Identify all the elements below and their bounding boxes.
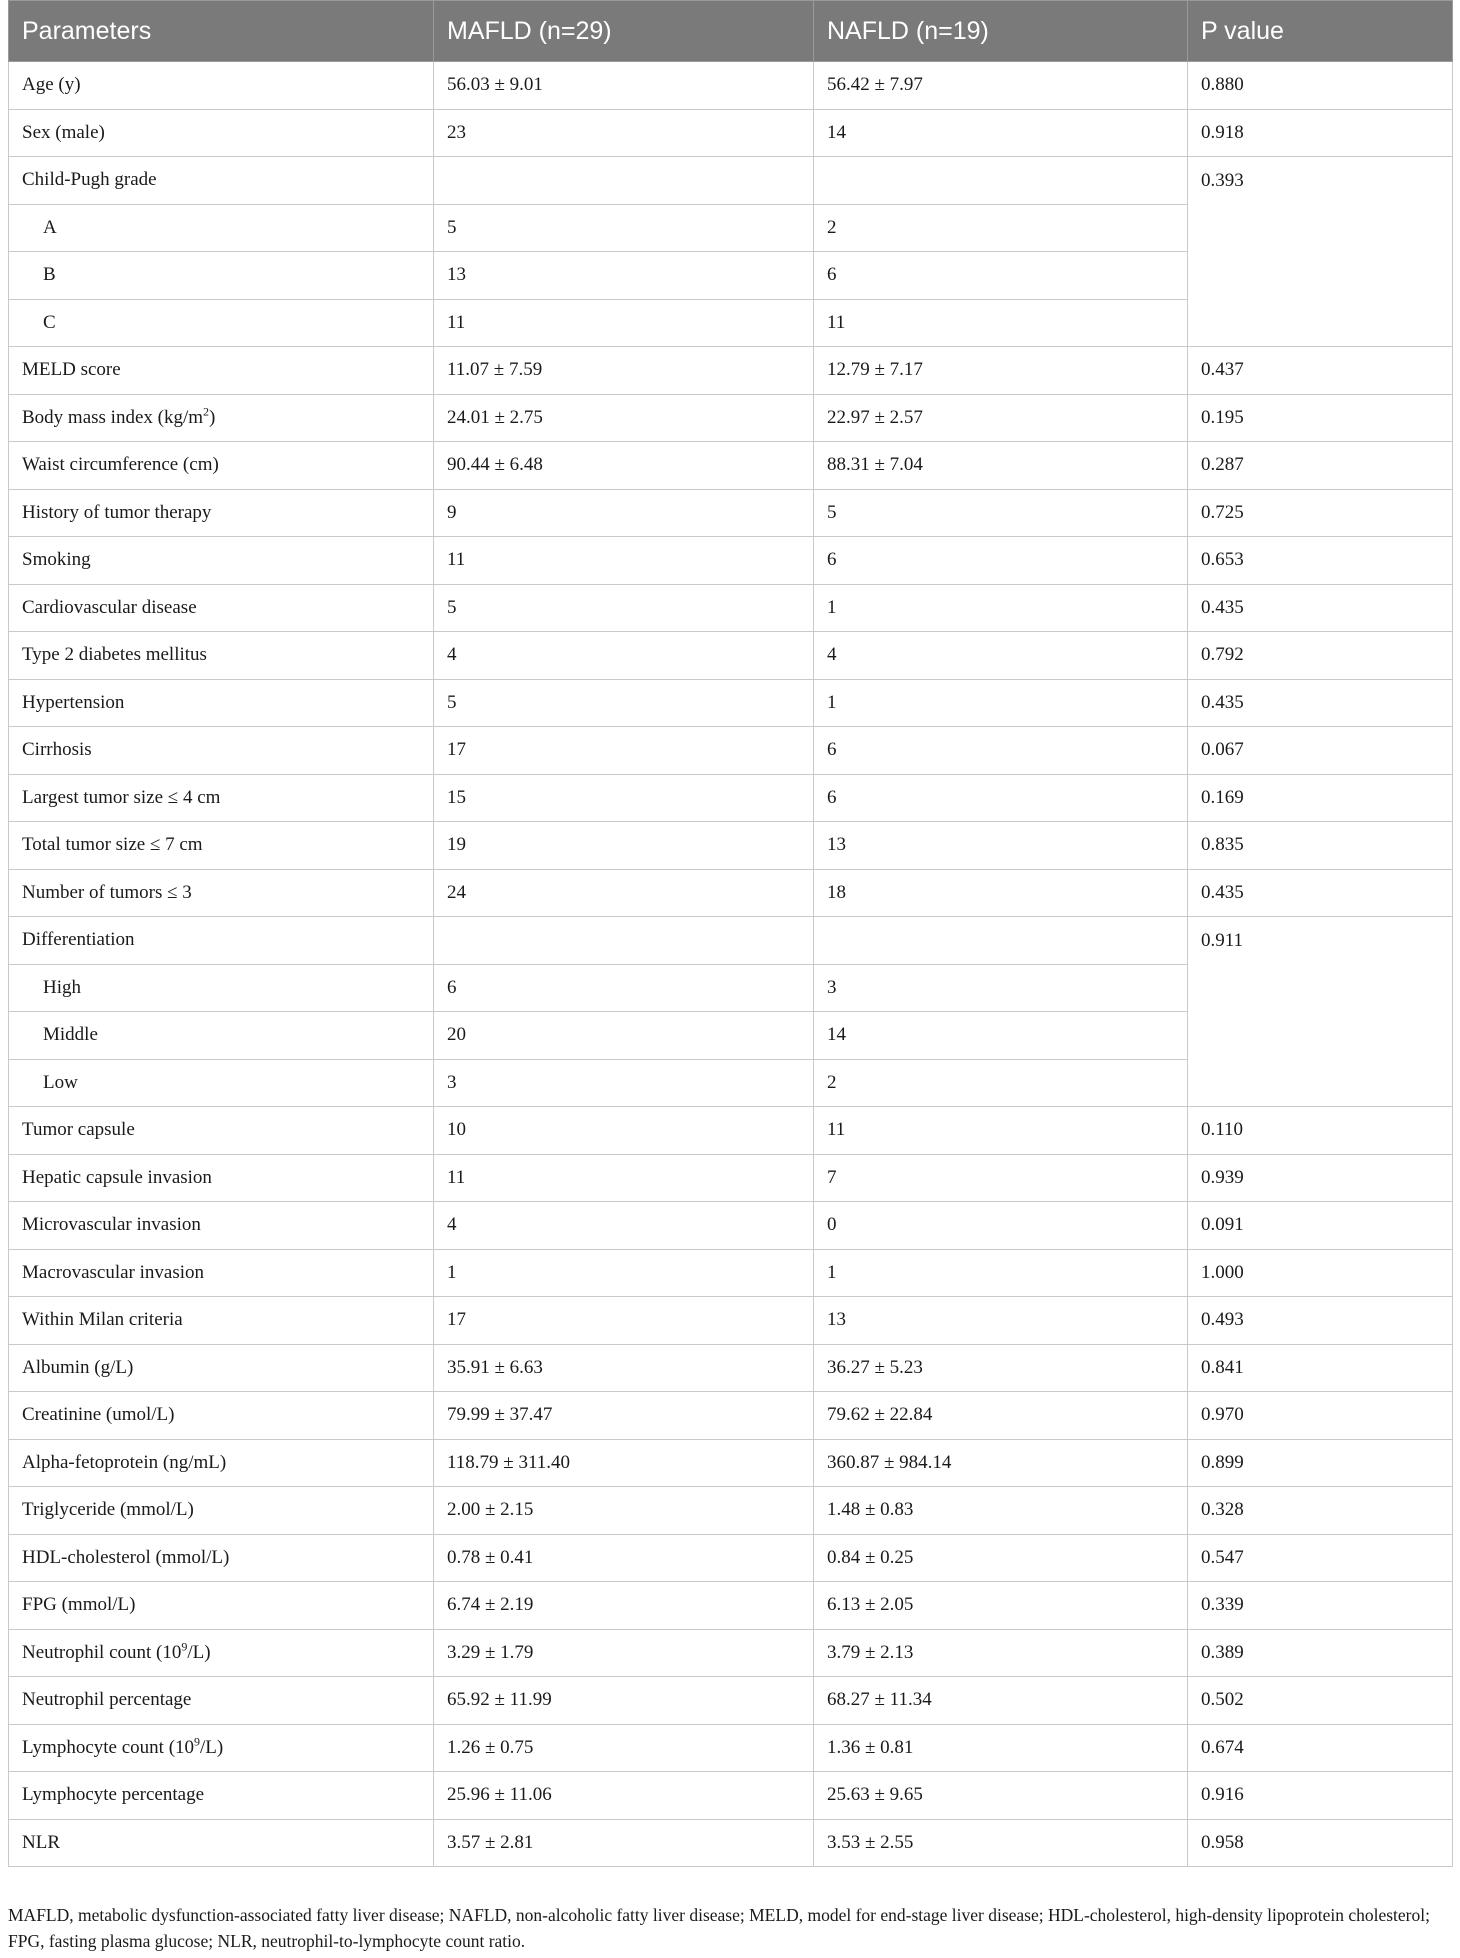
row-label bbox=[9, 1724, 434, 1772]
mafld-value: 35.91 ± 6.63 bbox=[434, 1344, 814, 1392]
nafld-value: 2 bbox=[814, 204, 1188, 252]
table-row bbox=[9, 1297, 1453, 1345]
mafld-value: 13 bbox=[434, 252, 814, 300]
mafld-value: 11 bbox=[434, 1154, 814, 1202]
mafld-value: 3 bbox=[434, 1059, 814, 1107]
row-label: A bbox=[9, 204, 434, 252]
nafld-value: 3 bbox=[814, 964, 1188, 1012]
mafld-value: 23 bbox=[434, 109, 814, 157]
nafld-value: 6 bbox=[814, 252, 1188, 300]
table-footnote: MAFLD, metabolic dysfunction-associated fatty liver disease; NAFLD, non-alcoholic fatty liver disease; MELD, model for end-stage liver disease; HDL-cholesterol, high-density lipoprotein cholesterol; FPG, fasting plasma glucose; NLR, neutrophil-to-lymphocyte count ratio. bbox=[8, 1905, 1430, 1951]
p-value: 1.000 bbox=[1188, 1249, 1453, 1297]
row-label: High bbox=[9, 964, 434, 1012]
p-value: 0.841 bbox=[1188, 1344, 1453, 1392]
table-row bbox=[9, 727, 1453, 775]
nafld-value: 6 bbox=[814, 537, 1188, 585]
header-pvalue: P value bbox=[1188, 1, 1453, 62]
nafld-value: 1.36 ± 0.81 bbox=[814, 1724, 1188, 1772]
mafld-value: 15 bbox=[434, 774, 814, 822]
p-value: 0.067 bbox=[1188, 727, 1453, 775]
nafld-value: 12.79 ± 7.17 bbox=[814, 347, 1188, 395]
table-row bbox=[9, 62, 1453, 110]
table-row bbox=[9, 157, 1453, 205]
row-label bbox=[9, 394, 434, 442]
nafld-value: 1 bbox=[814, 584, 1188, 632]
nafld-value: 6 bbox=[814, 727, 1188, 775]
table-row bbox=[9, 1724, 1453, 1772]
header-nafld: NAFLD (n=19) bbox=[814, 1, 1188, 62]
row-label: FPG (mmol/L) bbox=[9, 1582, 434, 1630]
table-container bbox=[8, 0, 1452, 1867]
table-row bbox=[9, 1534, 1453, 1582]
table-row bbox=[9, 1154, 1453, 1202]
mafld-value: 0.78 ± 0.41 bbox=[434, 1534, 814, 1582]
table-row bbox=[9, 1772, 1453, 1820]
nafld-value: 5 bbox=[814, 489, 1188, 537]
p-value: 0.899 bbox=[1188, 1439, 1453, 1487]
table-row bbox=[9, 489, 1453, 537]
table-row bbox=[9, 394, 1453, 442]
nafld-value: 3.53 ± 2.55 bbox=[814, 1819, 1188, 1867]
p-value: 0.970 bbox=[1188, 1392, 1453, 1440]
superscript: 9 bbox=[181, 1639, 188, 1654]
p-value: 0.328 bbox=[1188, 1487, 1453, 1535]
p-value: 0.435 bbox=[1188, 679, 1453, 727]
nafld-value: 360.87 ± 984.14 bbox=[814, 1439, 1188, 1487]
row-label: Alpha-fetoprotein (ng/mL) bbox=[9, 1439, 434, 1487]
p-value: 0.835 bbox=[1188, 822, 1453, 870]
table-row bbox=[9, 1582, 1453, 1630]
nafld-value: 6 bbox=[814, 774, 1188, 822]
row-label: Albumin (g/L) bbox=[9, 1344, 434, 1392]
header-parameters: Parameters bbox=[9, 1, 434, 62]
p-value: 0.435 bbox=[1188, 584, 1453, 632]
mafld-value: 4 bbox=[434, 632, 814, 680]
p-value: 0.880 bbox=[1188, 62, 1453, 110]
nafld-value: 7 bbox=[814, 1154, 1188, 1202]
row-label: Smoking bbox=[9, 537, 434, 585]
table-row bbox=[9, 1677, 1453, 1725]
table-row bbox=[9, 442, 1453, 490]
row-label: Number of tumors ≤ 3 bbox=[9, 869, 434, 917]
mafld-value: 4 bbox=[434, 1202, 814, 1250]
nafld-value: 4 bbox=[814, 632, 1188, 680]
header-mafld: MAFLD (n=29) bbox=[434, 1, 814, 62]
p-value: 0.287 bbox=[1188, 442, 1453, 490]
p-value: 0.502 bbox=[1188, 1677, 1453, 1725]
p-value: 0.911 bbox=[1188, 917, 1453, 1107]
p-value: 0.958 bbox=[1188, 1819, 1453, 1867]
nafld-value: 3.79 ± 2.13 bbox=[814, 1629, 1188, 1677]
row-label bbox=[9, 1629, 434, 1677]
row-label: MELD score bbox=[9, 347, 434, 395]
row-label: Largest tumor size ≤ 4 cm bbox=[9, 774, 434, 822]
row-label: C bbox=[9, 299, 434, 347]
mafld-value: 25.96 ± 11.06 bbox=[434, 1772, 814, 1820]
nafld-value: 2 bbox=[814, 1059, 1188, 1107]
row-label: Triglyceride (mmol/L) bbox=[9, 1487, 434, 1535]
table-row bbox=[9, 109, 1453, 157]
table-header-row bbox=[9, 1, 1453, 62]
row-label: Hepatic capsule invasion bbox=[9, 1154, 434, 1202]
nafld-value: 36.27 ± 5.23 bbox=[814, 1344, 1188, 1392]
mafld-value: 11 bbox=[434, 537, 814, 585]
mafld-value: 3.57 ± 2.81 bbox=[434, 1819, 814, 1867]
nafld-value: 88.31 ± 7.04 bbox=[814, 442, 1188, 490]
superscript: 2 bbox=[203, 404, 210, 419]
row-label: B bbox=[9, 252, 434, 300]
table-row bbox=[9, 869, 1453, 917]
mafld-value: 24.01 ± 2.75 bbox=[434, 394, 814, 442]
mafld-value: 56.03 ± 9.01 bbox=[434, 62, 814, 110]
label-text: Lymphocyte count (10 bbox=[22, 1736, 195, 1758]
table-row bbox=[9, 1107, 1453, 1155]
nafld-value: 22.97 ± 2.57 bbox=[814, 394, 1188, 442]
p-value: 0.916 bbox=[1188, 1772, 1453, 1820]
p-value: 0.110 bbox=[1188, 1107, 1453, 1155]
p-value: 0.437 bbox=[1188, 347, 1453, 395]
row-label: Middle bbox=[9, 1012, 434, 1060]
p-value: 0.547 bbox=[1188, 1534, 1453, 1582]
label-text: Neutrophil count (10 bbox=[22, 1641, 182, 1663]
table-row bbox=[9, 584, 1453, 632]
mafld-value: 11.07 ± 7.59 bbox=[434, 347, 814, 395]
table-row bbox=[9, 1249, 1453, 1297]
row-label: Lymphocyte percentage bbox=[9, 1772, 434, 1820]
row-label: Waist circumference (cm) bbox=[9, 442, 434, 490]
table-row bbox=[9, 1819, 1453, 1867]
p-value: 0.674 bbox=[1188, 1724, 1453, 1772]
mafld-value: 10 bbox=[434, 1107, 814, 1155]
mafld-value: 1 bbox=[434, 1249, 814, 1297]
table-row bbox=[9, 1439, 1453, 1487]
mafld-value: 90.44 ± 6.48 bbox=[434, 442, 814, 490]
p-value: 0.792 bbox=[1188, 632, 1453, 680]
mafld-value: 17 bbox=[434, 1297, 814, 1345]
p-value: 0.725 bbox=[1188, 489, 1453, 537]
nafld-value: 1 bbox=[814, 1249, 1188, 1297]
row-label: Cirrhosis bbox=[9, 727, 434, 775]
nafld-value: 13 bbox=[814, 822, 1188, 870]
p-value: 0.435 bbox=[1188, 869, 1453, 917]
row-label: Differentiation bbox=[9, 917, 434, 965]
table-row bbox=[9, 822, 1453, 870]
mafld-value: 1.26 ± 0.75 bbox=[434, 1724, 814, 1772]
row-label: Tumor capsule bbox=[9, 1107, 434, 1155]
mafld-value: 5 bbox=[434, 584, 814, 632]
p-value: 0.169 bbox=[1188, 774, 1453, 822]
p-value: 0.393 bbox=[1188, 157, 1453, 347]
row-label: Sex (male) bbox=[9, 109, 434, 157]
mafld-value: 24 bbox=[434, 869, 814, 917]
nafld-value: 68.27 ± 11.34 bbox=[814, 1677, 1188, 1725]
nafld-value: 18 bbox=[814, 869, 1188, 917]
nafld-value: 11 bbox=[814, 299, 1188, 347]
table-row bbox=[9, 1202, 1453, 1250]
row-label: Hypertension bbox=[9, 679, 434, 727]
label-text: /L) bbox=[200, 1736, 224, 1758]
nafld-value: 79.62 ± 22.84 bbox=[814, 1392, 1188, 1440]
row-label: Macrovascular invasion bbox=[9, 1249, 434, 1297]
table-row bbox=[9, 917, 1453, 965]
mafld-value: 6.74 ± 2.19 bbox=[434, 1582, 814, 1630]
mafld-value: 2.00 ± 2.15 bbox=[434, 1487, 814, 1535]
mafld-value: 79.99 ± 37.47 bbox=[434, 1392, 814, 1440]
nafld-value: 1.48 ± 0.83 bbox=[814, 1487, 1188, 1535]
row-label: History of tumor therapy bbox=[9, 489, 434, 537]
nafld-value: 6.13 ± 2.05 bbox=[814, 1582, 1188, 1630]
row-label: Neutrophil percentage bbox=[9, 1677, 434, 1725]
table-row bbox=[9, 347, 1453, 395]
table-row bbox=[9, 537, 1453, 585]
p-value: 0.918 bbox=[1188, 109, 1453, 157]
mafld-value: 118.79 ± 311.40 bbox=[434, 1439, 814, 1487]
row-label: Cardiovascular disease bbox=[9, 584, 434, 632]
label-text: Body mass index (kg/m bbox=[22, 406, 204, 428]
p-value: 0.493 bbox=[1188, 1297, 1453, 1345]
row-label: Total tumor size ≤ 7 cm bbox=[9, 822, 434, 870]
label-text: ) bbox=[209, 406, 216, 428]
mafld-value: 19 bbox=[434, 822, 814, 870]
p-value: 0.339 bbox=[1188, 1582, 1453, 1630]
table-row bbox=[9, 632, 1453, 680]
mafld-value: 5 bbox=[434, 204, 814, 252]
mafld-value: 11 bbox=[434, 299, 814, 347]
baseline-characteristics-table bbox=[8, 0, 1453, 1867]
table-row bbox=[9, 1629, 1453, 1677]
nafld-value: 56.42 ± 7.97 bbox=[814, 62, 1188, 110]
nafld-value bbox=[814, 917, 1188, 965]
row-label: Child-Pugh grade bbox=[9, 157, 434, 205]
nafld-value: 0.84 ± 0.25 bbox=[814, 1534, 1188, 1582]
nafld-value: 14 bbox=[814, 1012, 1188, 1060]
row-label: HDL-cholesterol (mmol/L) bbox=[9, 1534, 434, 1582]
nafld-value: 0 bbox=[814, 1202, 1188, 1250]
label-text: /L) bbox=[187, 1641, 211, 1663]
table-row bbox=[9, 1487, 1453, 1535]
p-value: 0.091 bbox=[1188, 1202, 1453, 1250]
table-row bbox=[9, 679, 1453, 727]
mafld-value bbox=[434, 917, 814, 965]
table-row bbox=[9, 1392, 1453, 1440]
row-label: Age (y) bbox=[9, 62, 434, 110]
p-value: 0.389 bbox=[1188, 1629, 1453, 1677]
table-row bbox=[9, 774, 1453, 822]
table-row bbox=[9, 1344, 1453, 1392]
mafld-value: 20 bbox=[434, 1012, 814, 1060]
nafld-value: 13 bbox=[814, 1297, 1188, 1345]
mafld-value: 6 bbox=[434, 964, 814, 1012]
mafld-value: 9 bbox=[434, 489, 814, 537]
nafld-value: 14 bbox=[814, 109, 1188, 157]
row-label: Low bbox=[9, 1059, 434, 1107]
p-value: 0.195 bbox=[1188, 394, 1453, 442]
superscript: 9 bbox=[194, 1734, 201, 1749]
row-label: Microvascular invasion bbox=[9, 1202, 434, 1250]
p-value: 0.653 bbox=[1188, 537, 1453, 585]
mafld-value: 5 bbox=[434, 679, 814, 727]
mafld-value: 17 bbox=[434, 727, 814, 775]
row-label: NLR bbox=[9, 1819, 434, 1867]
nafld-value: 11 bbox=[814, 1107, 1188, 1155]
row-label: Within Milan criteria bbox=[9, 1297, 434, 1345]
nafld-value bbox=[814, 157, 1188, 205]
mafld-value: 3.29 ± 1.79 bbox=[434, 1629, 814, 1677]
p-value: 0.939 bbox=[1188, 1154, 1453, 1202]
row-label: Creatinine (umol/L) bbox=[9, 1392, 434, 1440]
mafld-value bbox=[434, 157, 814, 205]
nafld-value: 1 bbox=[814, 679, 1188, 727]
row-label: Type 2 diabetes mellitus bbox=[9, 632, 434, 680]
nafld-value: 25.63 ± 9.65 bbox=[814, 1772, 1188, 1820]
mafld-value: 65.92 ± 11.99 bbox=[434, 1677, 814, 1725]
